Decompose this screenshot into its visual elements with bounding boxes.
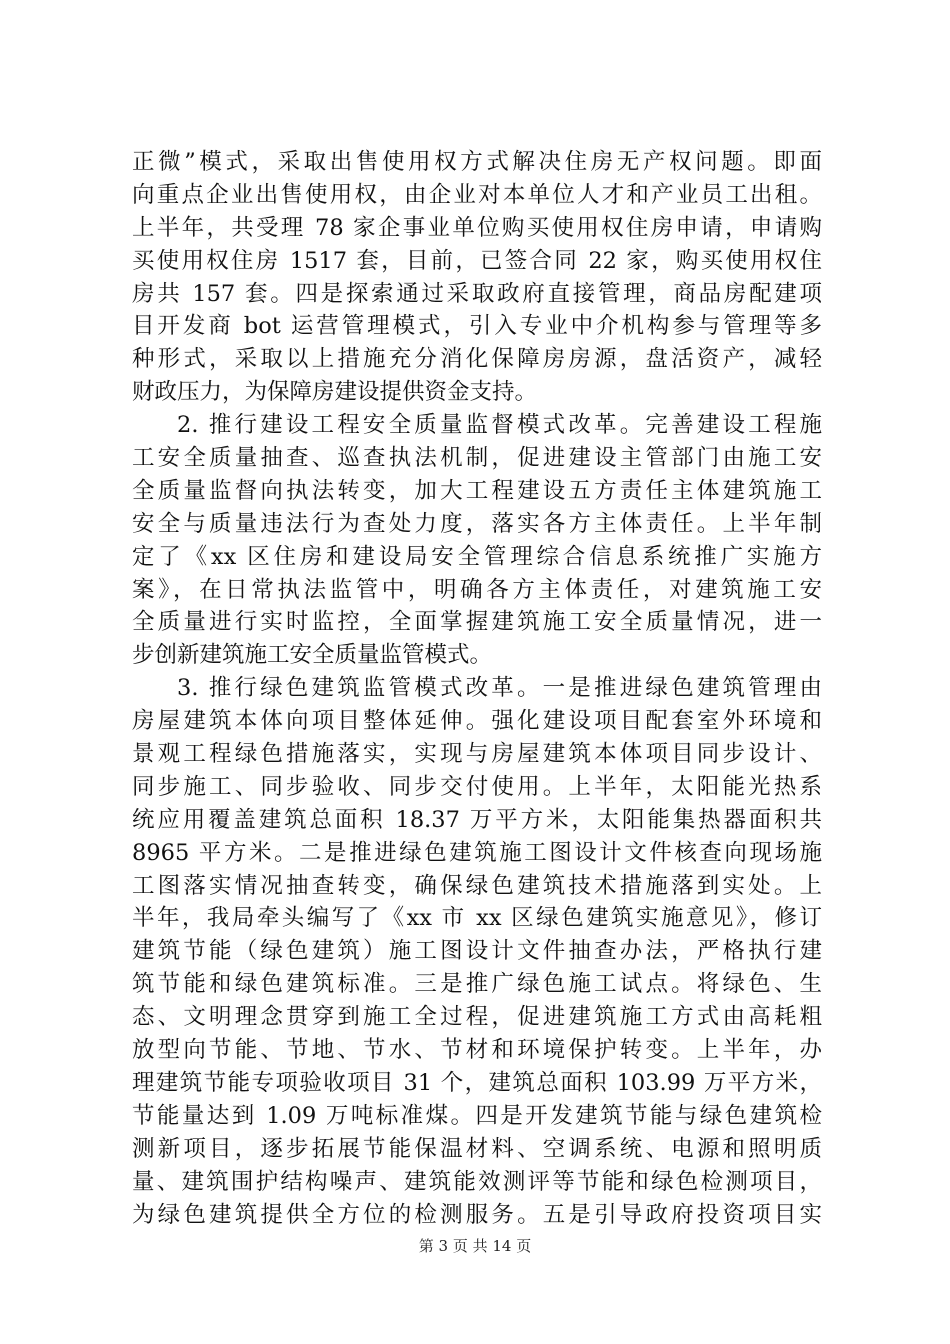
text-line: 景观工程绿色措施落实，实现与房屋建筑本体项目同步设计、 <box>132 741 822 768</box>
text-line: 房共 157 套。四是探索通过采取政府直接管理，商品房配建项 <box>132 280 822 307</box>
text-line: 工安全质量抽查、巡查执法机制，促进建设主管部门由施工安 <box>132 445 822 472</box>
text-line: 建筑节能（绿色建筑）施工图设计文件抽查办法，严格执行建 <box>132 938 822 965</box>
text-line: 步创新建筑施工安全质量监管模式。 <box>132 642 493 669</box>
text-line: 向重点企业出售使用权，由企业对本单位人才和产业员工出租。 <box>132 181 822 208</box>
page-number-footer: 第 3 页 共 14 页 <box>418 1237 532 1255</box>
text-line: 工图落实情况抽查转变，确保绿色建筑技术措施落到实处。上 <box>132 872 822 899</box>
text-line: 安全与质量违法行为查处力度，落实各方主体责任。上半年制 <box>132 510 822 537</box>
text-line: 财政压力，为保障房建设提供资金支持。 <box>132 379 538 406</box>
text-line: 态、文明理念贯穿到施工全过程，促进建筑施工方式由高耗粗 <box>132 1004 822 1031</box>
text-line: 量、建筑围护结构噪声、建筑能效测评等节能和绿色检测项目， <box>132 1168 822 1195</box>
text-line: 买使用权住房 1517 套，目前，已签合同 22 家，购买使用权住 <box>132 247 822 274</box>
text-line: 测新项目，逐步拓展节能保温材料、空调系统、电源和照明质 <box>132 1135 822 1162</box>
text-line: 放型向节能、节地、节水、节材和环境保护转变。上半年，办 <box>132 1037 822 1064</box>
text-line: 全质量监督向执法转变，加大工程建设五方责任主体建筑施工 <box>132 477 822 504</box>
text-line: 种形式，采取以上措施充分消化保障房房源，盘活资产，减轻 <box>132 346 822 373</box>
text-line: 节能量达到 1.09 万吨标准煤。四是开发建筑节能与绿色建筑检 <box>132 1102 822 1129</box>
paragraph-2-heading-line: 2. 推行建设工程安全质量监督模式改革。完善建设工程施 <box>177 412 822 439</box>
text-line: 理建筑节能专项验收项目 31 个，建筑总面积 103.99 万平方米， <box>132 1069 822 1096</box>
text-line: 统应用覆盖建筑总面积 18.37 万平方米，太阳能集热器面积共 <box>132 806 822 833</box>
text-line: 正微”模式，采取出售使用权方式解决住房无产权问题。即面 <box>132 149 822 175</box>
text-line: 同步施工、同步验收、同步交付使用。上半年，太阳能光热系 <box>132 773 822 800</box>
text-line: 全质量进行实时监控，全面掌握建筑施工安全质量情况，进一 <box>132 609 822 636</box>
text-line: 定了《xx 区住房和建设局安全管理综合信息系统推广实施方 <box>132 543 822 570</box>
document-body <box>132 146 822 1231</box>
text-line: 8965 平方米。二是推进绿色建筑施工图设计文件核查向现场施 <box>132 839 822 866</box>
text-line: 目开发商 bot 运营管理模式，引入专业中介机构参与管理等多 <box>132 313 822 340</box>
text-line: 为绿色建筑提供全方位的检测服务。五是引导政府投资项目实 <box>132 1201 822 1228</box>
text-line: 案》，在日常执法监管中，明确各方主体责任，对建筑施工安 <box>132 576 822 603</box>
text-line: 半年，我局牵头编写了《xx 市 xx 区绿色建筑实施意见》，修订 <box>132 905 822 932</box>
paragraph-3-heading-line: 3. 推行绿色建筑监管模式改革。一是推进绿色建筑管理由 <box>177 675 822 702</box>
text-line: 房屋建筑本体向项目整体延伸。强化建设项目配套室外环境和 <box>132 708 822 735</box>
text-line: 上半年，共受理 78 家企事业单位购买使用权住房申请，申请购 <box>132 214 822 241</box>
text-line: 筑节能和绿色建筑标准。三是推广绿色施工试点。将绿色、生 <box>132 971 822 998</box>
